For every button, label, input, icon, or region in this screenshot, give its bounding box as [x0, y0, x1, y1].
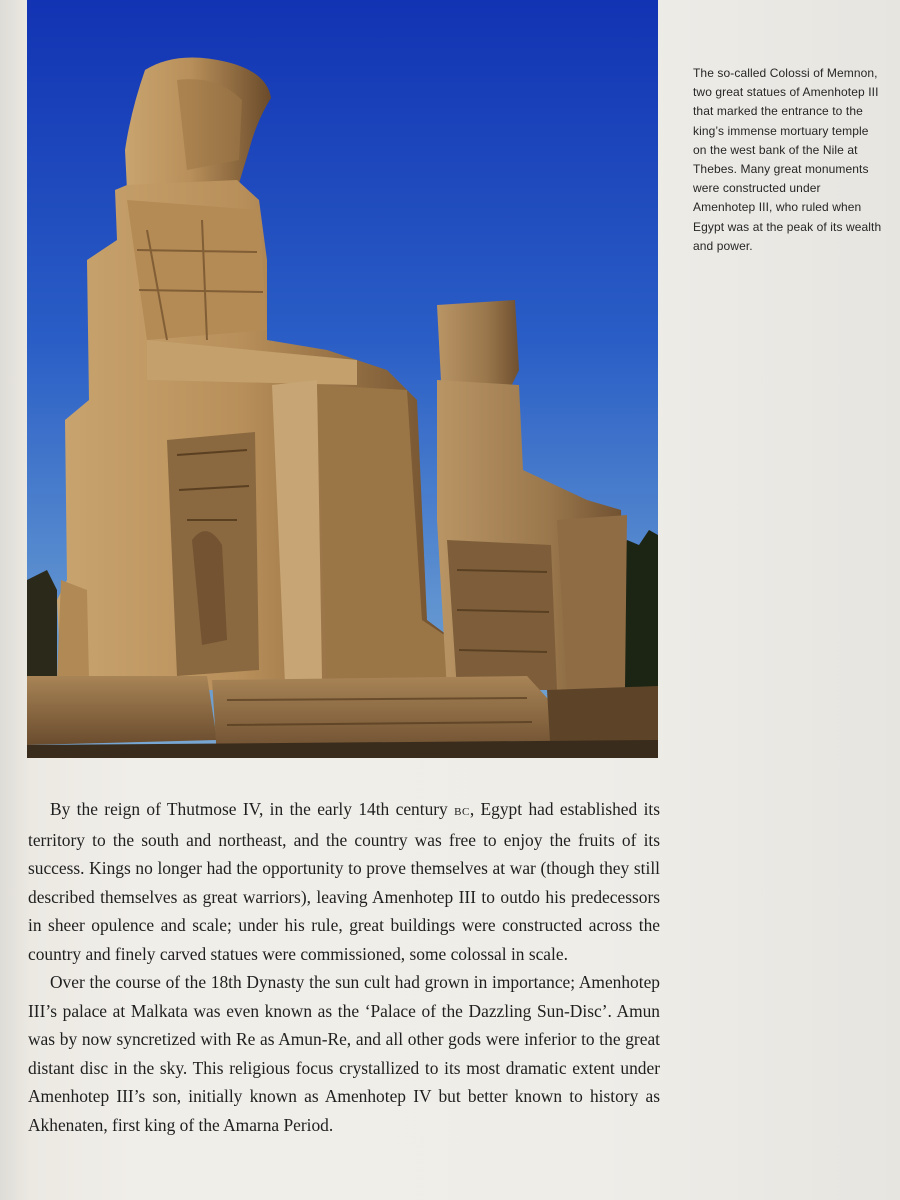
colossi-illustration: [27, 0, 658, 758]
main-text: [28, 795, 660, 1139]
paragraph-1-start: By the reign of Thutmose IV, in the early 14th century: [50, 799, 455, 819]
colossi-photo: [27, 0, 658, 758]
photo-caption: The so-called Colossi of Memnon, two great statues of Amenhotep III that marked the entrance to the king’s immense mortuary temple on the west bank of the Nile at Thebes. Many great monuments were constructed under Amenhotep III, who ruled when Egypt was at the peak of its wealth and power.: [693, 66, 882, 253]
paragraph-1: [28, 795, 660, 968]
paragraph-1-rest: , Egypt had established its territory to the south and northeast, and the country was free to enjoy the fruits of its success. Kings no longer had the opportunity to prove themselves at war (though they still described themselves as great warriors), leaving Amenhotep III to outdo his predecessors in sheer opulence and scale; under his rule, great buildings were constructed across the country and finely carved statues were commissioned, some colossal in scale.: [28, 799, 660, 964]
era-abbreviation: bc: [454, 803, 470, 819]
paragraph-2: Over the course of the 18th Dynasty the sun cult had grown in importance; Amenhotep III’s palace at Malkata was even known as the ‘Palace of the Dazzling Sun-Disc’. Amun was by now syncretized with Re as Amun-Re, and all other gods were inferior to the great distant disc in the sky. This religious focus crystallized to its most dramatic extent under Amenhotep III’s son, initially known as Amenhotep IV but better known to history as Akhenaten, first king of the Amarna Period.: [28, 972, 660, 1135]
